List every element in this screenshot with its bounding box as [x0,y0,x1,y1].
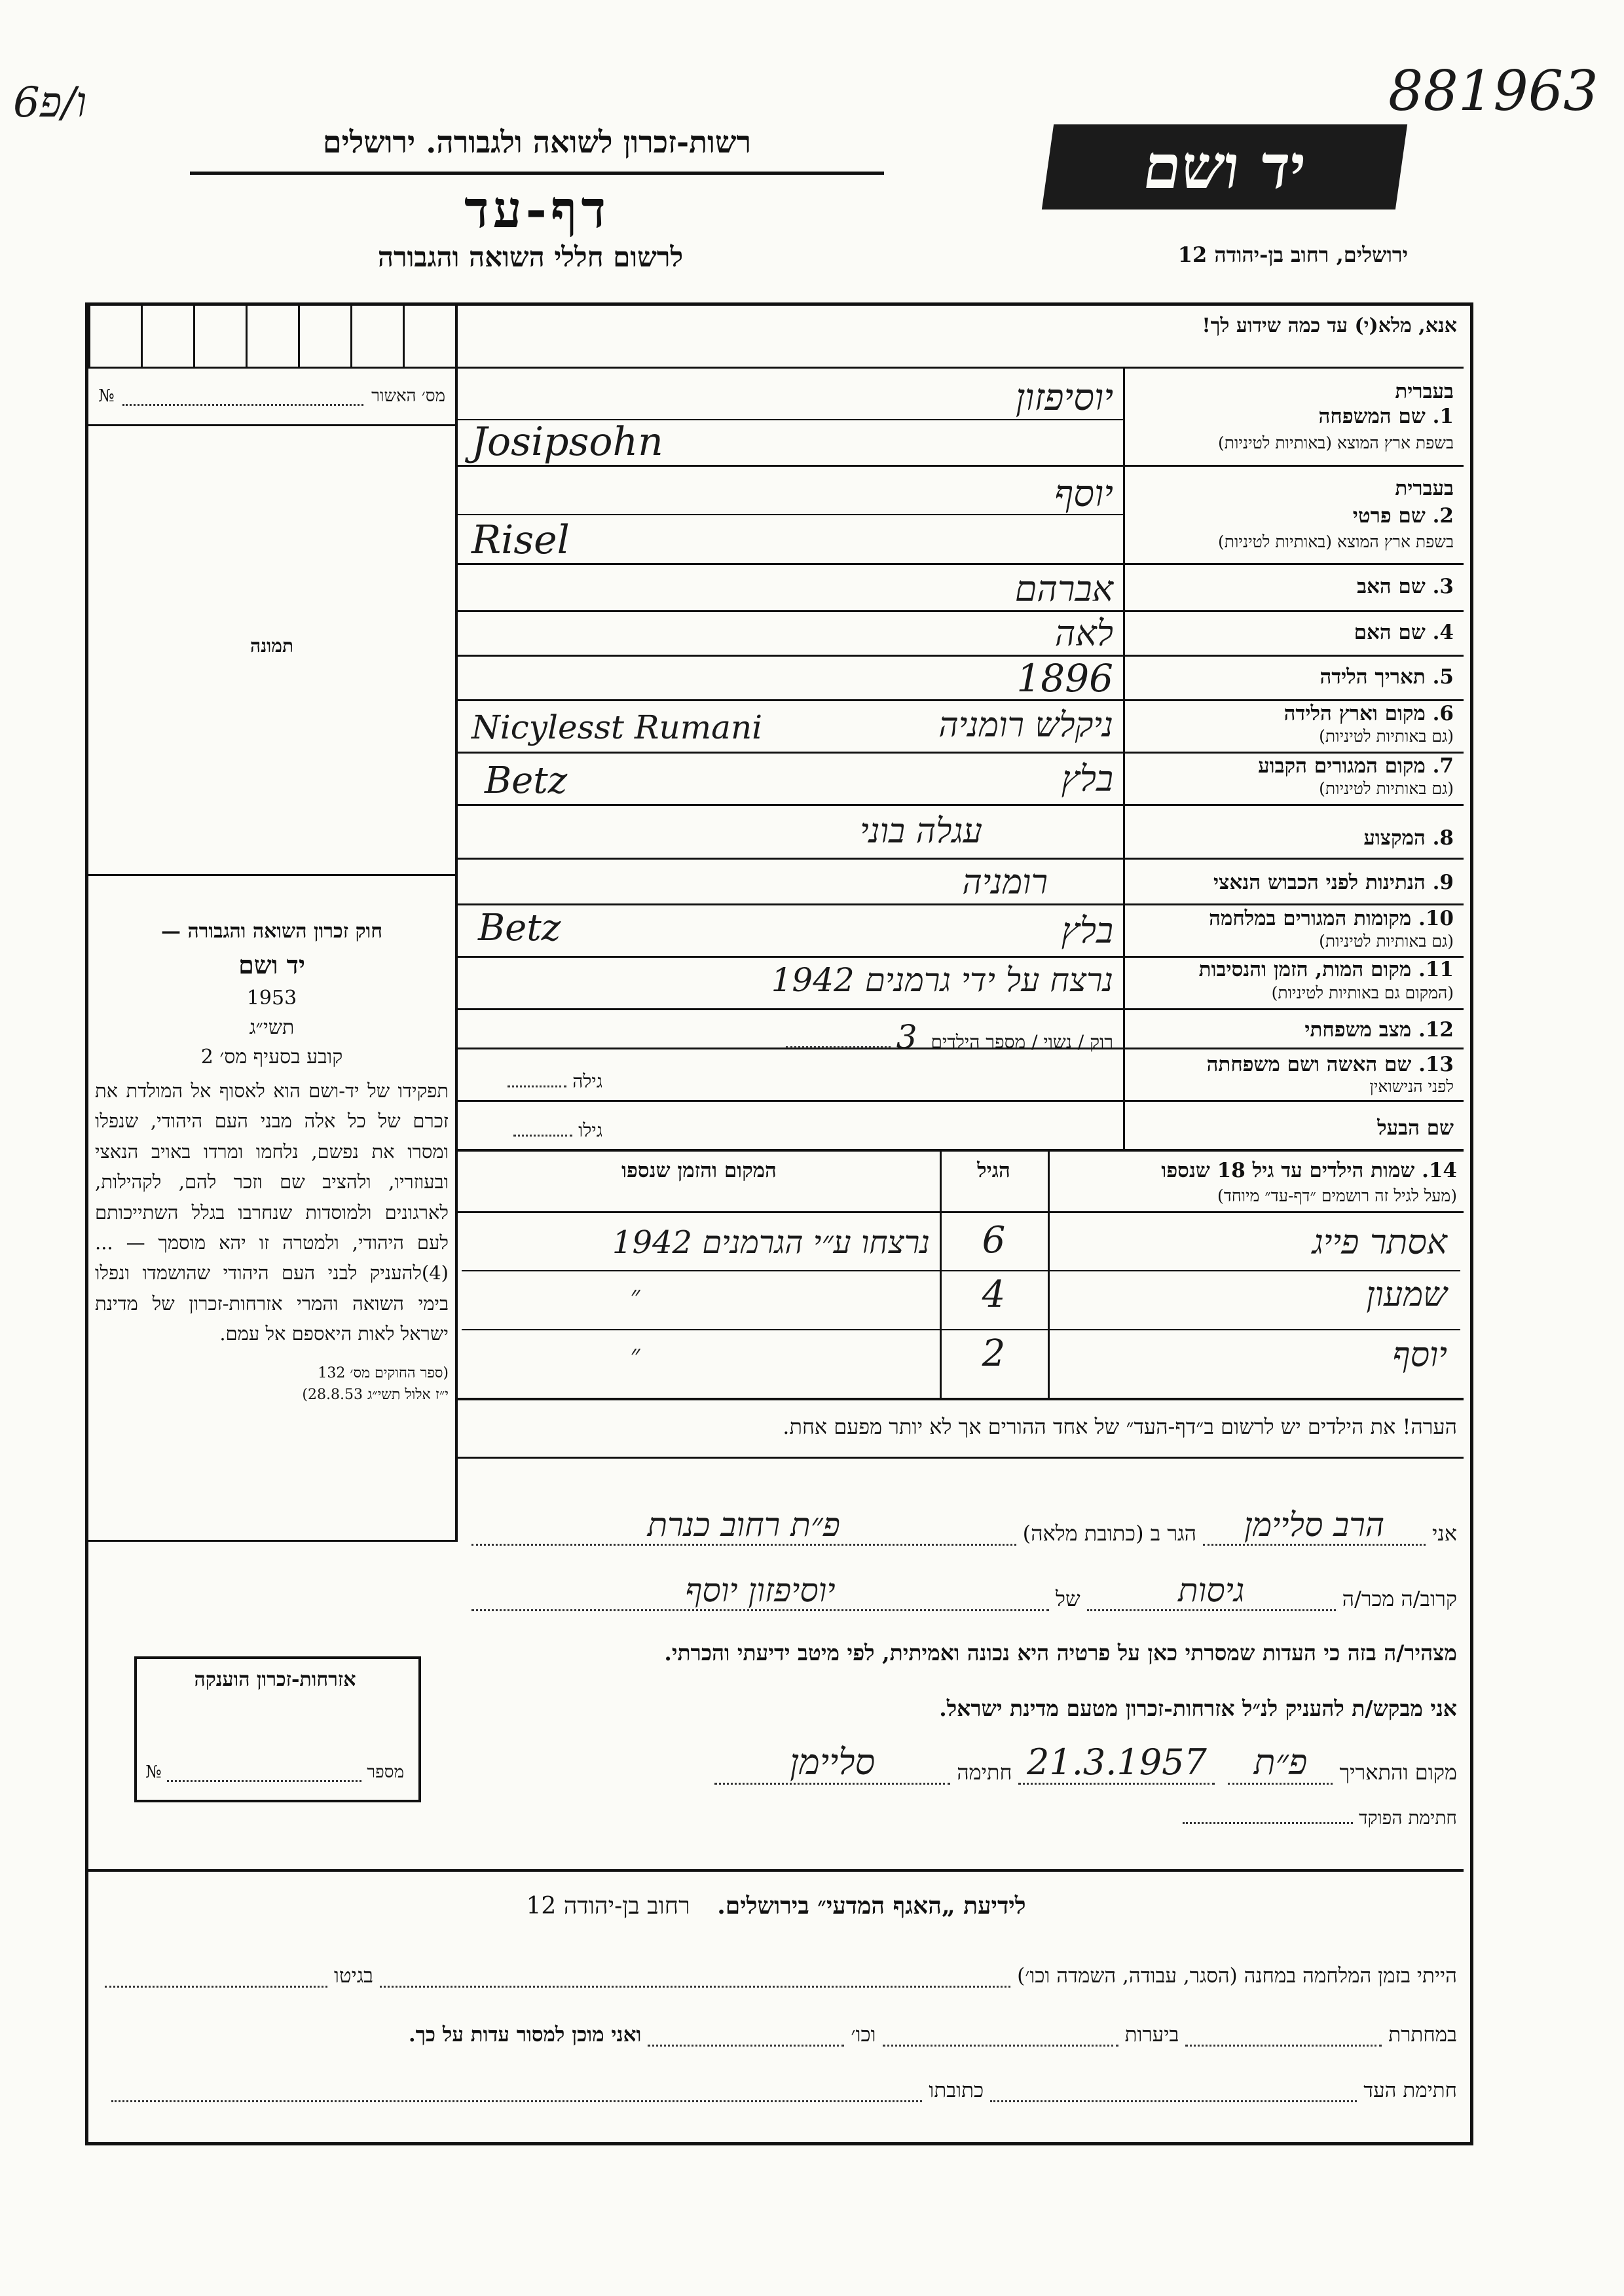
signature-label: חתימה [957,1760,1012,1785]
child-1-name[interactable]: אסתר פייג [1312,1223,1447,1262]
bottom-line1-label: הייתי בזמן המלחמה במחנה (הסגר, עבודה, השמדה וכו׳) [1017,1964,1457,1988]
q4-value[interactable]: לאה [1054,613,1113,654]
q5-value[interactable]: 1896 [1016,656,1113,701]
q4-label: 4. שם האם [1354,621,1454,644]
place-date-label: מקום והתאריך [1339,1760,1457,1785]
q11-value[interactable]: נרצח על ידי גרמנים 1942 [771,961,1113,999]
ghetto-label: בגיטו [334,1964,373,1988]
child-2-name[interactable]: שמעון [1366,1275,1447,1315]
underground-label: במחתרת [1388,2023,1457,2047]
law-logo: יד ושם [238,950,305,979]
q3-value[interactable]: אברהם [1014,568,1113,610]
bottom-title: לידיעת „האגף המדעי״ בירושלים. [717,1892,1026,1920]
q3-label: 3. שם האב [1357,575,1454,598]
bottom-line-1 [105,1964,1457,1988]
declarant-line-1 [465,1506,1457,1546]
q7-label: 7. מקום המגורים הקבוע [1258,754,1454,778]
q10-sub: (גם באותיות לטיניות) [1319,932,1454,951]
certificate-no-field[interactable] [98,386,445,406]
certificate-no-mark: № [98,386,115,406]
q8-value[interactable]: עגלה בוני [860,812,982,851]
photo-label: תמונה [249,635,294,657]
q6-sub: (גם באותיות לטיניות) [1319,727,1454,746]
date-line [465,1741,1457,1785]
q8-label: 8. המקצוע [1363,826,1454,850]
q2-sub: בשפת ארץ המוצא (באותיות לטיניות) [1218,532,1454,551]
q10-latin-value[interactable]: Betz [478,907,561,949]
q6-label: 6. מקום וארץ הלידה [1283,702,1454,725]
bottom-line-3 [105,2079,1457,2102]
q11-label: 11. מקום המות, הזמן והנסיבות [1198,958,1454,981]
of-label: של [1056,1586,1080,1611]
law-year-heb: תשי״ג [249,1016,295,1039]
children-header-place: המקום והזמן שנספו [621,1159,777,1182]
forests-label: ביערות [1124,2023,1179,2047]
child-1-place[interactable]: נרצחו ע״י הגרמנים 1942 [612,1224,930,1261]
declarant-i-label: אני [1432,1521,1457,1546]
officer-signature-field[interactable] [589,1807,1457,1829]
q2-label: 2. שם פרטי [1352,504,1454,528]
child-2-place[interactable]: ״ [630,1281,640,1311]
memorial-number-mark: № [145,1762,162,1782]
bottom-line-2 [105,2023,1457,2047]
q10-label: 10. מקומות המגורים במלחמה [1209,907,1454,930]
place-value[interactable]: פ״ת [1228,1741,1333,1785]
q2-hebrew-value[interactable]: יוסף [1054,473,1113,515]
certificate-no-label: מס׳ האשור [371,386,445,406]
header-title: דף-עד [464,180,610,240]
bottom-address: רחוב בן-יהודה 12 [526,1893,690,1920]
q12-label: 12. מצב משפחתי [1304,1018,1454,1042]
declarant-line-2 [465,1571,1457,1611]
q7-sub: (גם באותיות לטיניות) [1319,779,1454,798]
q1-hebrew-value[interactable]: יוסיפזון [1015,376,1113,419]
header-org: רשות-זכרון לשואה ולגבורה. ירושלים [322,124,752,160]
etc-label: וכו׳ [851,2023,876,2047]
q9-label: 9. הנתינות לפני הכבוש הנאצי [1213,871,1454,894]
child-1-age[interactable]: 6 [982,1219,1006,1262]
q12-field[interactable] [589,1018,1113,1056]
child-3-name[interactable]: יוסף [1392,1336,1447,1375]
memorial-number-label: מספר [367,1762,404,1782]
wife-age-label: גילה [572,1070,602,1092]
q5-label: 5. תאריך הלידה [1320,665,1454,689]
wife-age-field[interactable] [471,1070,602,1093]
header-address: ירושלים, רחוב בן-יהודה 12 [1177,242,1408,267]
law-ref: (ספר החוקים מס׳ 132 [318,1364,449,1381]
relative-label: קרוב/ה מכר/ה [1342,1586,1457,1611]
q10-hebrew-value[interactable]: בלץ [1061,910,1113,951]
husband-label: שם הבעל [1377,1116,1454,1140]
date-value[interactable]: 21.3.1957 [1018,1741,1215,1785]
q11-sub: (המקום גם באותיות לטיניות) [1271,983,1454,1002]
q6-latin-value[interactable]: Nicylesst Rumani [471,708,763,746]
q1-label: 1. שם המשפחה [1318,405,1454,428]
relation-value[interactable]: גיסות [1087,1571,1336,1611]
law-year: 1953 [246,987,297,1010]
q7-latin-value[interactable]: Betz [485,759,568,802]
child-2-age[interactable]: 4 [982,1273,1006,1316]
witness-signature-label: חתימת העד [1363,2079,1457,2102]
bottom-title-row [88,1892,1464,1920]
request-text: אני מבקש/ת להעניק לנ״ל אזרחות-זכרון מטעם מדינת ישראל. [939,1696,1457,1721]
testimony-label: ואני מוכן למסור עדות על כך. [408,2023,642,2047]
corner-note: 6ו/פ [13,79,87,127]
q7-hebrew-value[interactable]: בלץ [1061,758,1113,799]
q1-latin-value[interactable]: Josipsohn [471,419,663,465]
q12-children[interactable]: 3 [896,1018,917,1056]
child-3-age[interactable]: 2 [982,1332,1006,1375]
yad-vashem-logo: יד ושם [1042,124,1407,210]
signature-value[interactable]: סליימן [714,1741,950,1785]
law-title: חוק זכרון השואה והגבורה — [161,920,382,943]
child-3-place[interactable]: ״ [630,1339,640,1370]
of-name-value[interactable]: יוסיפזון יוסף [471,1571,1049,1611]
law-ref2: י״ז אלול תשי״ג 28.8.53) [302,1386,449,1403]
husband-age-field[interactable] [471,1120,602,1142]
declare-text: מצהיר/ה בזה כי העדות שמסרתי כאן על פרטיה היא נכונה ואמיתית, לפי מיטב ידיעתי והכרתי. [664,1640,1457,1666]
request-line: אנא, מלא(י) עד כמה שידוע לך! [1202,314,1457,337]
hebrew-label-1: בעברית [1395,380,1454,403]
header-subtitle: לרשום חללי השואה והגבורה [377,241,684,273]
q12-value: רוק / נשוי / מספר הילדים [931,1031,1113,1053]
law-panel [95,917,449,1406]
children-header-sub: (מעל לגיל זה רושמים ״דף-עד״ מיוחד) [1217,1186,1457,1205]
declarant-name[interactable]: הרב סליימן [1203,1506,1426,1546]
hebrew-label-2: בעברית [1395,477,1454,500]
children-header-age: הגיל [977,1159,1010,1182]
memorial-number-field[interactable] [145,1762,404,1782]
q1-sub: בשפת ארץ המוצא (באותיות לטיניות) [1218,433,1454,452]
note: הערה! את הילדים יש לרשום ב״דף-העד״ של אחד ההורים אך לא יותר מפעם אחת. [783,1414,1457,1439]
children-header-name: 14. שמות הילדים עד גיל 18 שנספו [1161,1159,1457,1182]
witness-address-label: כתובתו [929,2079,984,2102]
law-section: קובע בסעיף מס׳ 2 [200,1046,343,1068]
archive-number: 881963 [1388,59,1598,123]
memorial-box-title: אזרחות-זכרון הוענקה [194,1668,356,1691]
officer-label: חתימת הפוקד [1359,1807,1457,1829]
q9-value[interactable]: רומניה [962,863,1048,902]
declarant-address[interactable]: פ״ת רחוב כנרת [471,1506,1016,1546]
q6-hebrew-value[interactable]: ניקלש רומניה [938,706,1113,745]
q2-latin-value[interactable]: Risel [471,517,570,563]
q13-sub: לפני הנישואין [1369,1077,1454,1096]
q13-label: 13. שם האשה ושם משפחתה [1206,1053,1454,1076]
declarant-living-label: הגר ב (כתובת מלאה) [1022,1521,1196,1546]
law-text: תפקידו של יד-ושם הוא לאסוף אל המולדת את זכרם של כל אלה מבני העם היהודי, שנפלו ומסרו את נפשם, נלחמו ומרדו באויב הנאצי ובעוזריו, ולהציב שם וזכר להם, לקהילות, לארגונים ולמוסדות שנחרבו בגלל השתייכותם לעם היהודי, ולמטרה זו יהא מוסמך — ...(4)להעניק לבני העם היהודי שהושמדו ונפלו בימי השואה והמרי אזרחות-זכרון של מדינת ישראל לאות היאספם אל עמם. [95,1080,449,1345]
husband-age-label: גילו [578,1120,602,1141]
